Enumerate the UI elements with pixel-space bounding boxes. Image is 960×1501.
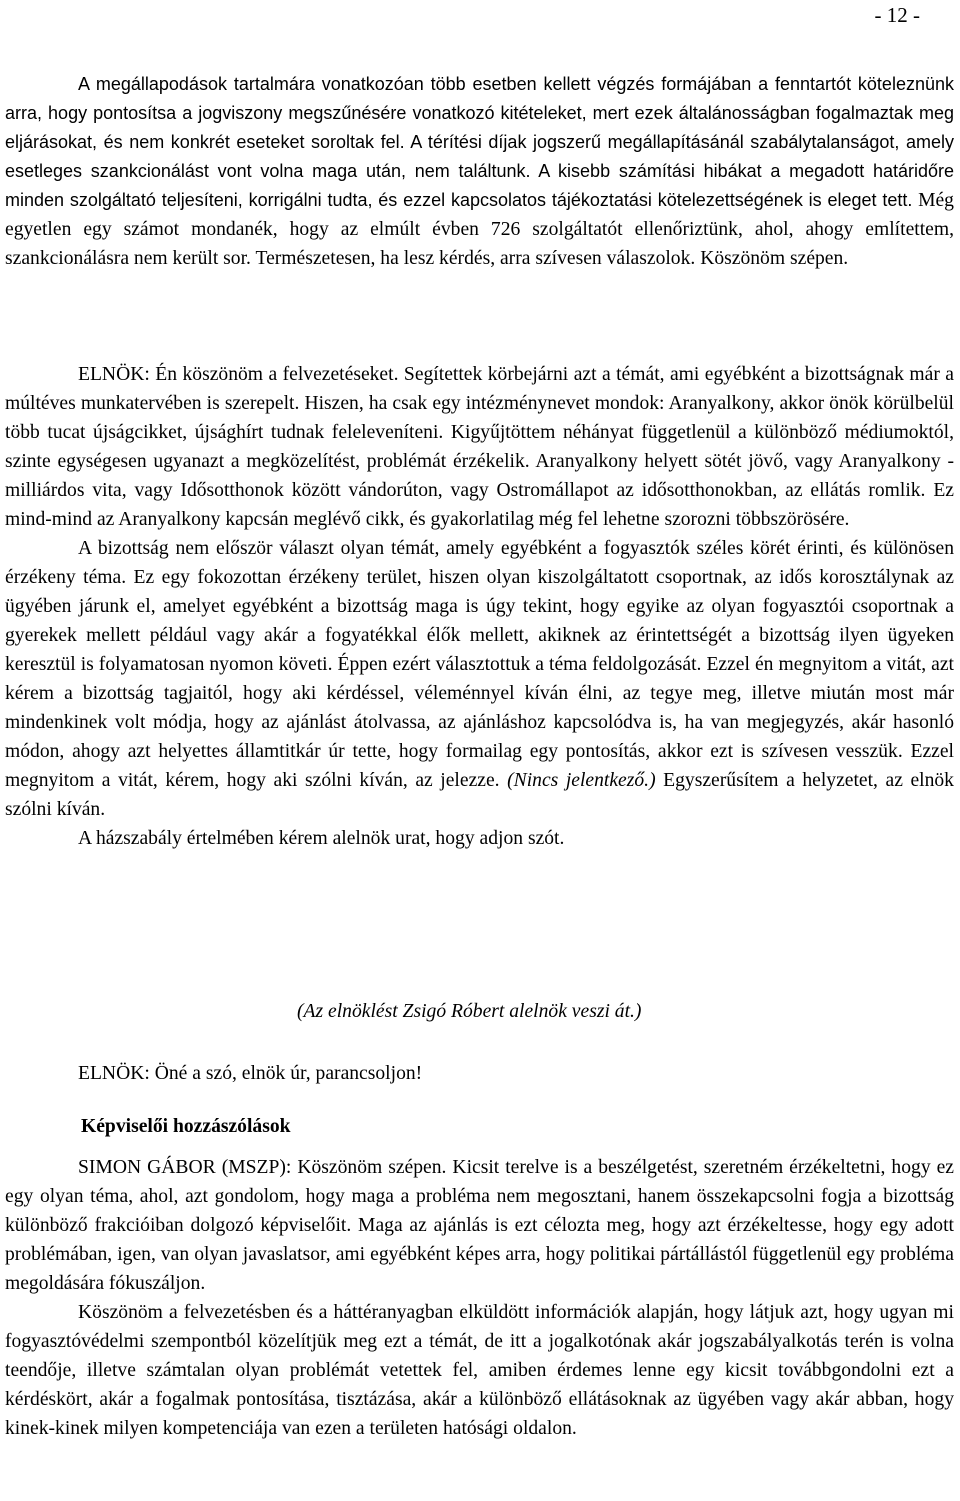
section-heading: Képviselői hozzászólások: [81, 1116, 291, 1137]
paragraph-1-sans-text: A megállapodások tartalmára vonatkozóan több esetben kellett végzés formájában a fenntartót köteleznünk arra, hogy pontosítsa a jogviszony megszűnésére vonatkozó kitételeket, mert ezek általánosságban fogalmaztak meg eljárásokat, és nem konkrét eseteket soroltak fel. A térítési díjak jogszerű megállapításánál szabálytalanságot, amely esetleges szankcionálást vont volna maga után, nem találtunk. A kisebb számítási hibákat a megadott határidőre minden szolgáltató teljesíteni, korrigálni tudta, és ezzel kapcsolatos tájékoztatási kötelezettségének is eleget tett.: [5, 74, 954, 210]
stage-note-block: [5, 997, 954, 1026]
heading-block: [5, 1112, 954, 1141]
paragraph-3: [5, 534, 954, 824]
paragraph-3-italic-note: (Nincs jelentkező.): [507, 770, 656, 791]
stage-note: (Az elnöklést Zsigó Róbert alelnök veszi át.): [297, 1001, 642, 1022]
paragraph-block-5: [5, 1153, 954, 1443]
paragraph-1-serif-text: Még egyetlen egy számot mondanék, hogy az elmúlt évben 726 szolgáltatót ellenőriztünk, ahol, ahogy említettem, szankcionálásra nem került sor. Természetesen, ha lesz kérdés, arra szívesen válaszolok. Köszönöm szépen.: [5, 190, 954, 269]
chair-line: ELNÖK: Öné a szó, elnök úr, parancsoljon!: [78, 1063, 423, 1084]
chair-line-block: [5, 1059, 954, 1088]
paragraph-3-text: A bizottság nem először választ olyan témát, amely egyébként a fogyasztók széles körét érinti, és különösen érzékeny téma. Ez egy fokozottan érzékeny terület, hiszen olyan kiszolgáltatott csoportnak, az idős korosztálynak az ügyében járunk el, amelyet egyébként a bizottság maga is úgy tekint, hogy egyike az olyan fogyasztói csoportnak a gyerekek mellett például vagy akár a fogyatékkal élők mellett, akiknek az érintettségét a bizottság ilyen ügyeken keresztül is folyamatosan nyomon követi. Éppen ezért választottuk a téma feldolgozását. Ezzel én megnyitom a vitát, azt kérem a bizottság tagjaitól, hogy aki kérdéssel, véleménnyel kíván élni, az tegye meg, illetve miután most már mindenkinek volt módja, hogy az ajánlást átolvassa, az ajánláshoz kapcsolódva is, ha van megjegyzés, akár hasonló módon, ahogy azt helyettes államtitkár úr tette, hogy formailag egy pontosítás, akkor ezt is szívesen vesszük. Ezzel megnyitom a vitát, kérem, hogy aki szólni kíván, az jelezze.: [5, 538, 954, 791]
page-number: - 12 -: [874, 3, 920, 27]
paragraph-3-end-text: Egyszerűsítem a helyzetet, az elnök szólni kíván.: [5, 770, 954, 820]
paragraph-block-1: [5, 70, 954, 273]
paragraph-block-2: [5, 360, 954, 853]
paragraph-1: [5, 70, 954, 273]
paragraph-6: Köszönöm a felvezetésben és a háttéranyagban elküldött információk alapján, hogy látjuk azt, hogy ugyan mi fogyasztóvédelmi szempontból közelítjük meg ezt a témát, de itt a jogalkotónak akár jogszabályalkotás terén is volna teendője, illetve számtalan olyan problémát vetettek fel, amiben érdemes lenne egy kicsit továbbgondolni ezt a kérdéskört, akár a fogalmak pontosítása, tisztázása, akár a különböző ellátásoknak az ügyében vagy akár abban, hogy kinek-kinek milyen kompetenciája van ezen a területen hatósági oldalon.: [5, 1302, 954, 1439]
paragraph-2: ELNÖK: Én köszönöm a felvezetéseket. Segítettek körbejárni azt a témát, ami egyébként a bizottságnak már a múltéves munkatervében is szerepelt. Hiszen, ha csak egy intézménynevet mondok: Aranyalkony, akkor önök körülbelül több tucat újságcikket, újsághírt tudnak feleleveníteni. Kigyűjtöttem néhányat függetlenül a különböző médiumoktól, szinte egységesen ugyanazt a megközelítést, problémát érzékelik. Aranyalkony helyett sötét jövő, vagy Aranyalkony - milliárdos vita, vagy Idősotthonok között vándorúton, vagy Ostromállapot az idősotthonokban, az ellátás romlik. Ez mind-mind az Aranyalkony kapcsán meglévő cikk, és gyakorlatilag még fel lehetne szorozni többszörösére.: [5, 364, 954, 530]
paragraph-5: SIMON GÁBOR (MSZP): Köszönöm szépen. Kicsit terelve is a beszélgetést, szeretném érzékeltetni, hogy ez egy olyan téma, ahol, azt gondolom, hogy maga a probléma nem megosztani, hanem összekapcsolni fogja a bizottság különböző frakcióiban dolgozó képviselőit. Maga az ajánlás is ezt célozta meg, hogy azt érzékeltesse, hogy egy adott problémában, igen, van olyan javaslatsor, ami egyébként képes arra, hogy politikai pártállástól függetlenül egy probléma megoldására fókuszáljon.: [5, 1157, 954, 1294]
paragraph-4: A házszabály értelmében kérem alelnök urat, hogy adjon szót.: [78, 828, 565, 849]
